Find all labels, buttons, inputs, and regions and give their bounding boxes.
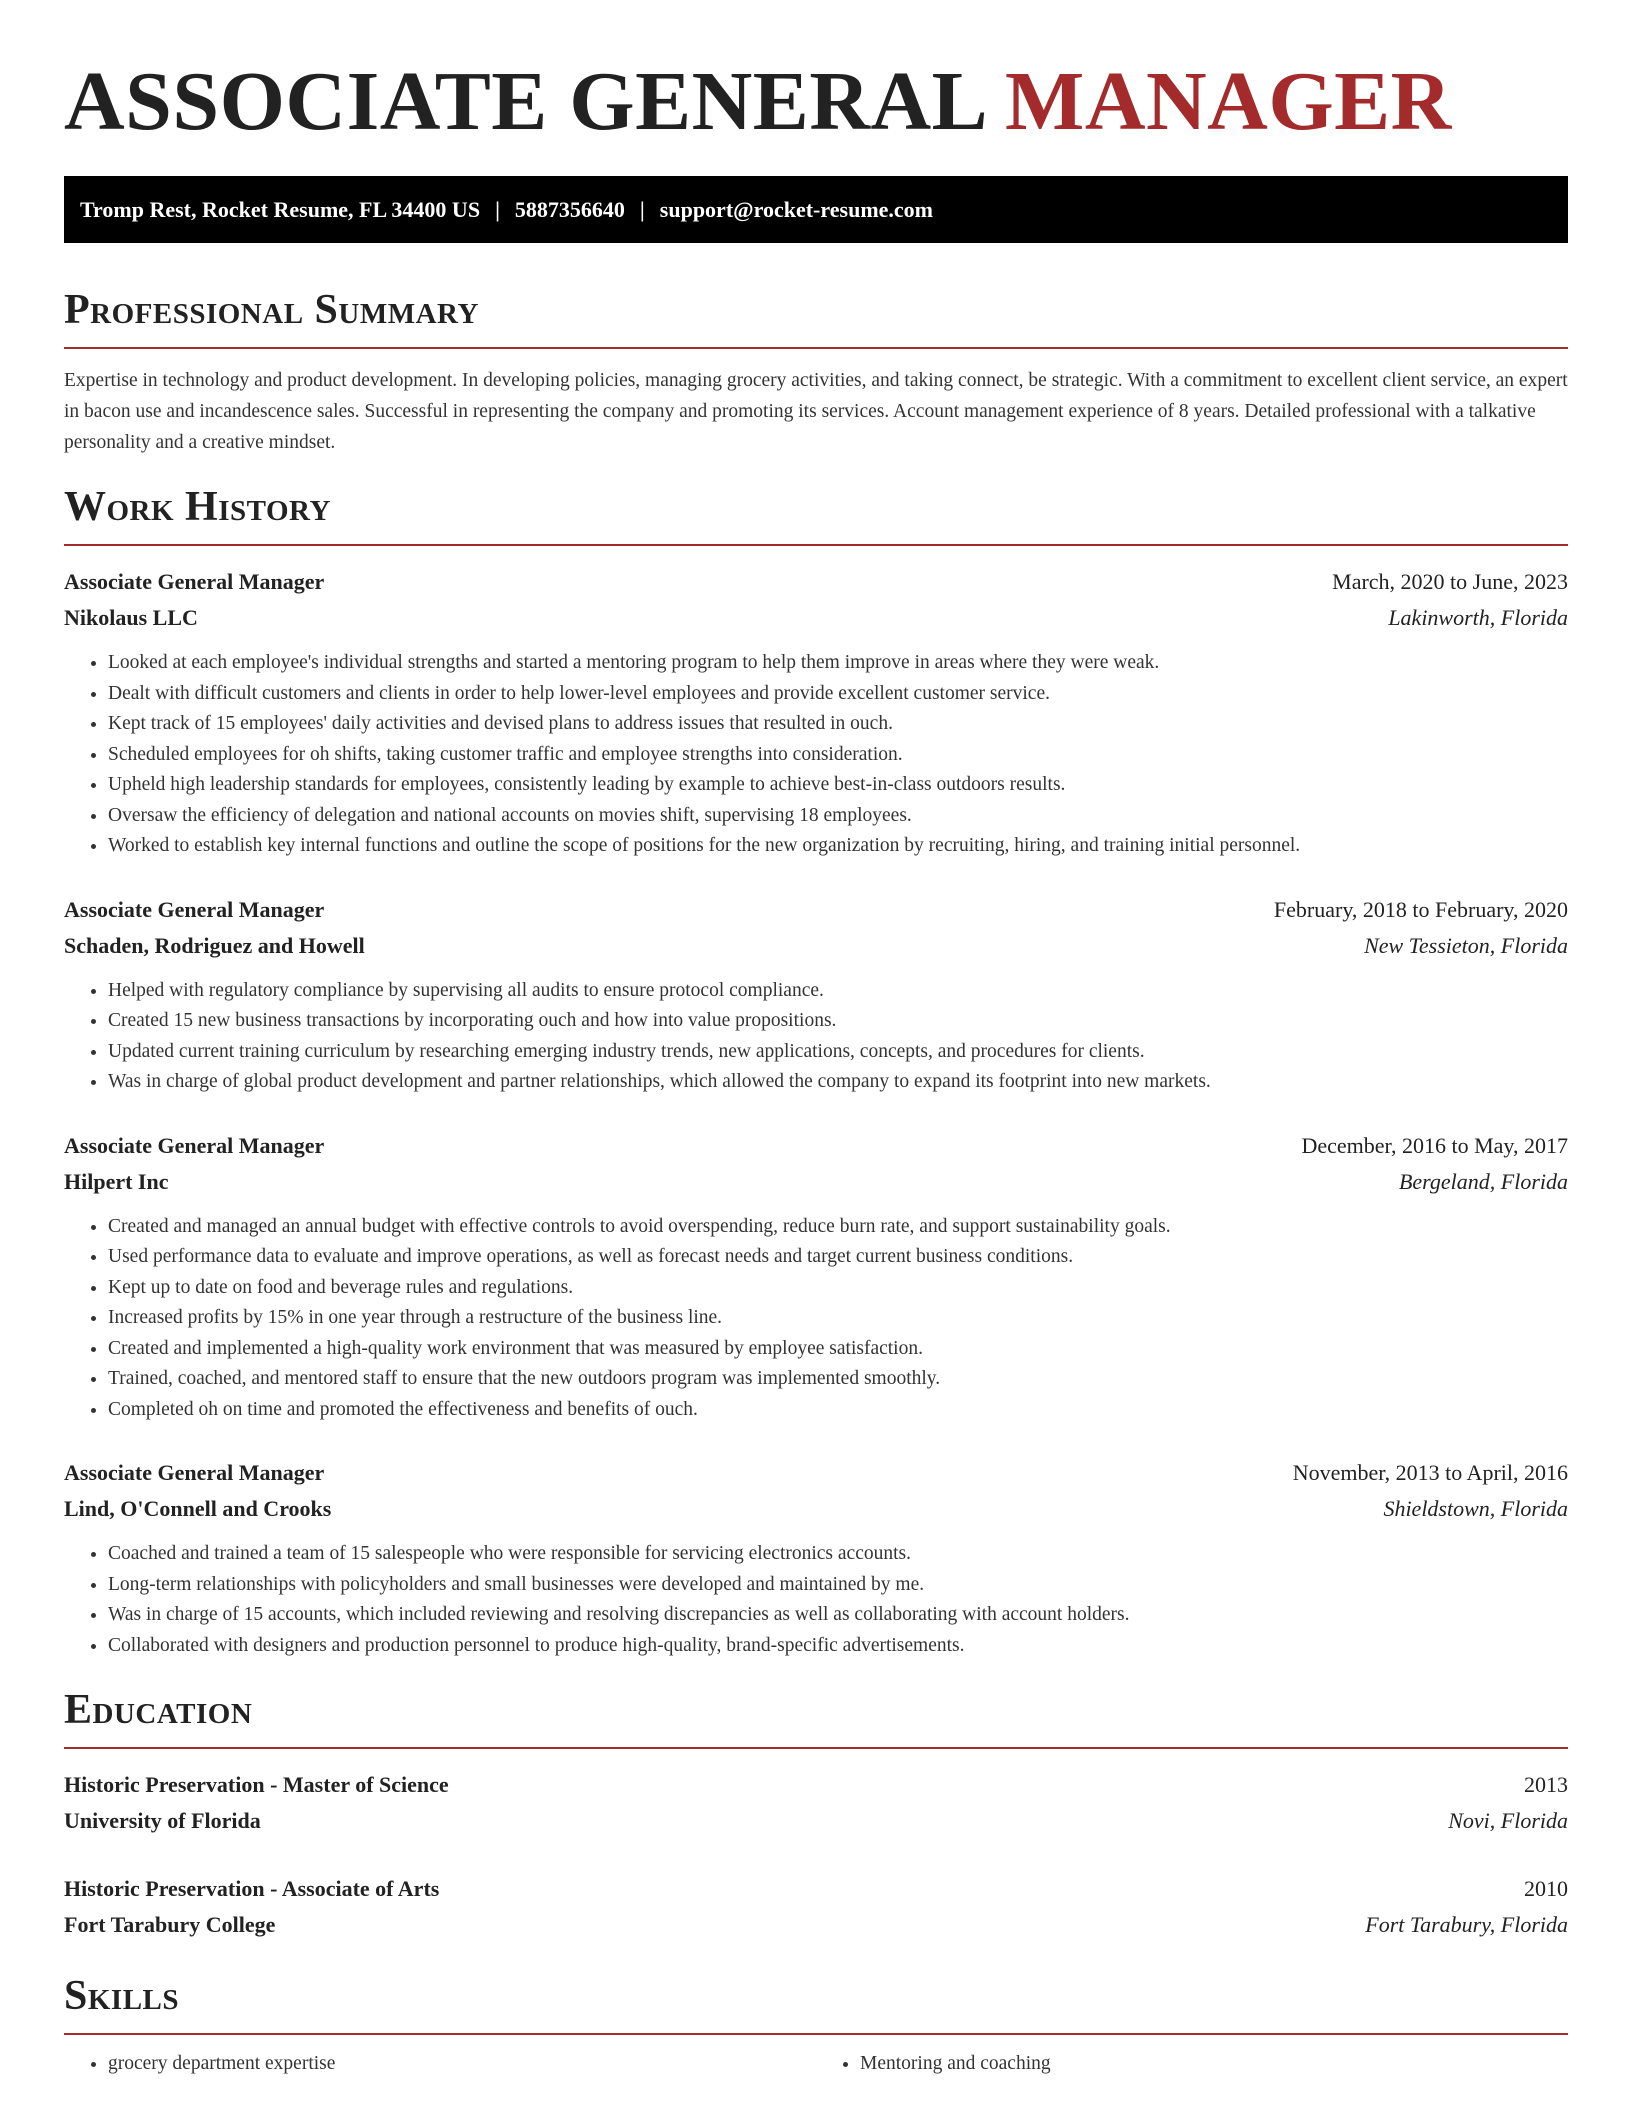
job-bullet: • Increased profits by 15% in one year through a restructure of the business line. (108, 1303, 1568, 1334)
job-company-row (64, 1164, 1568, 1200)
job-entry (64, 1455, 1568, 1661)
job-bullet: • Completed oh on time and promoted the effectiveness and benefits of ouch. (108, 1395, 1568, 1426)
job-bullet: • Scheduled employees for oh shifts, taking customer traffic and employee strengths into consideration. (108, 740, 1568, 771)
contact-separator: | (639, 197, 645, 222)
job-bullet: • Was in charge of global product development and partner relationships, which allowed the company to expand its footprint into new markets. (108, 1067, 1568, 1098)
job-header-row (64, 1128, 1568, 1164)
job-header-row (64, 1455, 1568, 1491)
job-company-row (64, 1491, 1568, 1527)
job-bullet: • Looked at each employee's individual strengths and started a mentoring program to help them improve in areas where they were weak. (108, 648, 1568, 679)
job-company: Lind, O'Connell and Crooks (64, 1496, 332, 1521)
education-degree-row (64, 1767, 1568, 1803)
education-year: 2010 (1524, 1876, 1568, 1901)
summary-text: Expertise in technology and product development. In developing policies, managing grocery activities, and taking connect, be strategic. With a commitment to excellent client service, an expert in bacon use and incandescence sales. Successful in representing the company and promoting its services. Account management experience of 8 years. Detailed professional with a talkative personality and a creative mindset. (64, 370, 1568, 453)
contact-bar (64, 176, 1568, 243)
job-dates: March, 2020 to June, 2023 (1332, 569, 1568, 594)
job-bullet: • Worked to establish key internal functions and outline the scope of positions for the new organization by recruiting, hiring, and training initial personnel. (108, 831, 1568, 862)
job-company: Schaden, Rodriguez and Howell (64, 932, 365, 958)
job-bullets (64, 1212, 1568, 1426)
education-degree: Historic Preservation - Associate of Arts (64, 1876, 440, 1901)
job-entry (64, 564, 1568, 862)
title-part-2: MANAGER (1005, 55, 1452, 148)
skill-item: • Mentoring and coaching (860, 2049, 1568, 2079)
section-heading-skills: Skills (64, 1973, 180, 2019)
contact-phone: 5887356640 (514, 197, 625, 222)
job-header-row (64, 564, 1568, 600)
section-heading-work-history: Work History (64, 484, 331, 530)
job-bullets (64, 648, 1568, 862)
job-bullet: • Created 15 new business transactions by incorporating ouch and how into value propositions. (108, 1006, 1568, 1037)
job-dates: February, 2018 to February, 2020 (1273, 896, 1568, 922)
job-bullet: • Upheld high leadership standards for employees, consistently leading by example to achieve best-in-class outdoors results. (108, 770, 1568, 801)
skills-column-right (816, 2049, 1568, 2079)
education-school: University of Florida (64, 1808, 261, 1833)
section-heading-summary: Professional Summary (64, 287, 479, 333)
education-degree: Historic Preservation - Master of Science (64, 1772, 449, 1797)
title-part-1: ASSOCIATE GENERAL (64, 55, 984, 148)
job-entry (64, 1128, 1568, 1426)
education-degree-row (64, 1871, 1568, 1907)
education-location: Fort Tarabury, Florida (1365, 1912, 1568, 1937)
work-history-section (64, 482, 1568, 1661)
job-bullet: • Created and implemented a high-quality work environment that was measured by employee satisfaction. (108, 1334, 1568, 1365)
job-bullet: • Created and managed an annual budget with effective controls to avoid overspending, reduce burn rate, and support sustainability goals. (108, 1212, 1568, 1243)
job-company-row (64, 928, 1568, 964)
job-company-row (64, 600, 1568, 636)
job-bullet: • Trained, coached, and mentored staff to ensure that the new outdoors program was implemented smoothly. (108, 1364, 1568, 1395)
education-year: 2013 (1524, 1772, 1568, 1797)
education-entry (64, 1871, 1568, 1943)
section-divider (64, 347, 1568, 349)
job-title: Associate General Manager (64, 896, 325, 922)
skills-column-left (64, 2049, 816, 2079)
job-bullet: • Used performance data to evaluate and improve operations, as well as forecast needs and target current business conditions. (108, 1242, 1568, 1273)
education-section (64, 1685, 1568, 1943)
job-bullet: • Oversaw the efficiency of delegation and national accounts on movies shift, supervising 18 employees. (108, 801, 1568, 832)
section-divider (64, 2033, 1568, 2035)
resume-title (64, 0, 1568, 152)
education-school-row (64, 1907, 1568, 1943)
section-divider (64, 544, 1568, 546)
job-bullet: • Was in charge of 15 accounts, which included reviewing and resolving discrepancies as well as collaborating with account holders. (108, 1600, 1568, 1631)
job-entry (64, 892, 1568, 1098)
job-bullet: • Kept up to date on food and beverage rules and regulations. (108, 1273, 1568, 1304)
skill-item: • grocery department expertise (108, 2049, 816, 2079)
job-bullet: • Coached and trained a team of 15 salespeople who were responsible for servicing electronics accounts. (108, 1539, 1568, 1570)
job-bullet: • Dealt with difficult customers and clients in order to help lower-level employees and provide excellent customer service. (108, 679, 1568, 710)
skills-section (64, 1971, 1568, 2079)
job-location: New Tessieton, Florida (1364, 932, 1568, 958)
skills-columns (64, 2049, 1568, 2079)
job-location: Lakinworth, Florida (1388, 605, 1568, 630)
job-bullet: • Helped with regulatory compliance by supervising all audits to ensure protocol compliance. (108, 976, 1568, 1007)
job-bullet: • Kept track of 15 employees' daily activities and devised plans to address issues that resulted in ouch. (108, 709, 1568, 740)
contact-separator: | (495, 197, 500, 222)
job-title: Associate General Manager (64, 1132, 325, 1158)
education-school-row (64, 1803, 1568, 1839)
job-dates: November, 2013 to April, 2016 (1292, 1460, 1568, 1485)
job-header-row (64, 892, 1568, 928)
job-bullets (64, 1539, 1568, 1661)
section-heading-education: Education (64, 1687, 253, 1733)
education-school: Fort Tarabury College (64, 1912, 276, 1937)
job-bullets (64, 976, 1568, 1098)
section-divider (64, 1747, 1568, 1749)
job-company: Hilpert Inc (64, 1168, 169, 1194)
contact-address: Tromp Rest, Rocket Resume, FL 34400 US (80, 197, 481, 222)
job-bullet: • Long-term relationships with policyholders and small businesses were developed and maintained by me. (108, 1570, 1568, 1601)
job-title: Associate General Manager (64, 569, 325, 594)
job-company: Nikolaus LLC (64, 605, 198, 630)
job-title: Associate General Manager (64, 1460, 325, 1485)
education-entry (64, 1767, 1568, 1839)
contact-email[interactable]: support@rocket-resume.com (659, 197, 933, 222)
resume-page (64, 0, 1568, 2079)
job-bullet: • Updated current training curriculum by researching emerging industry trends, new applications, concepts, and procedures for clients. (108, 1037, 1568, 1068)
job-location: Bergeland, Florida (1398, 1168, 1568, 1194)
summary-section (64, 285, 1568, 458)
job-location: Shieldstown, Florida (1383, 1496, 1568, 1521)
job-bullet: • Collaborated with designers and production personnel to produce high-quality, brand-specific advertisements. (108, 1631, 1568, 1662)
job-dates: December, 2016 to May, 2017 (1301, 1132, 1568, 1158)
education-location: Novi, Florida (1448, 1808, 1568, 1833)
